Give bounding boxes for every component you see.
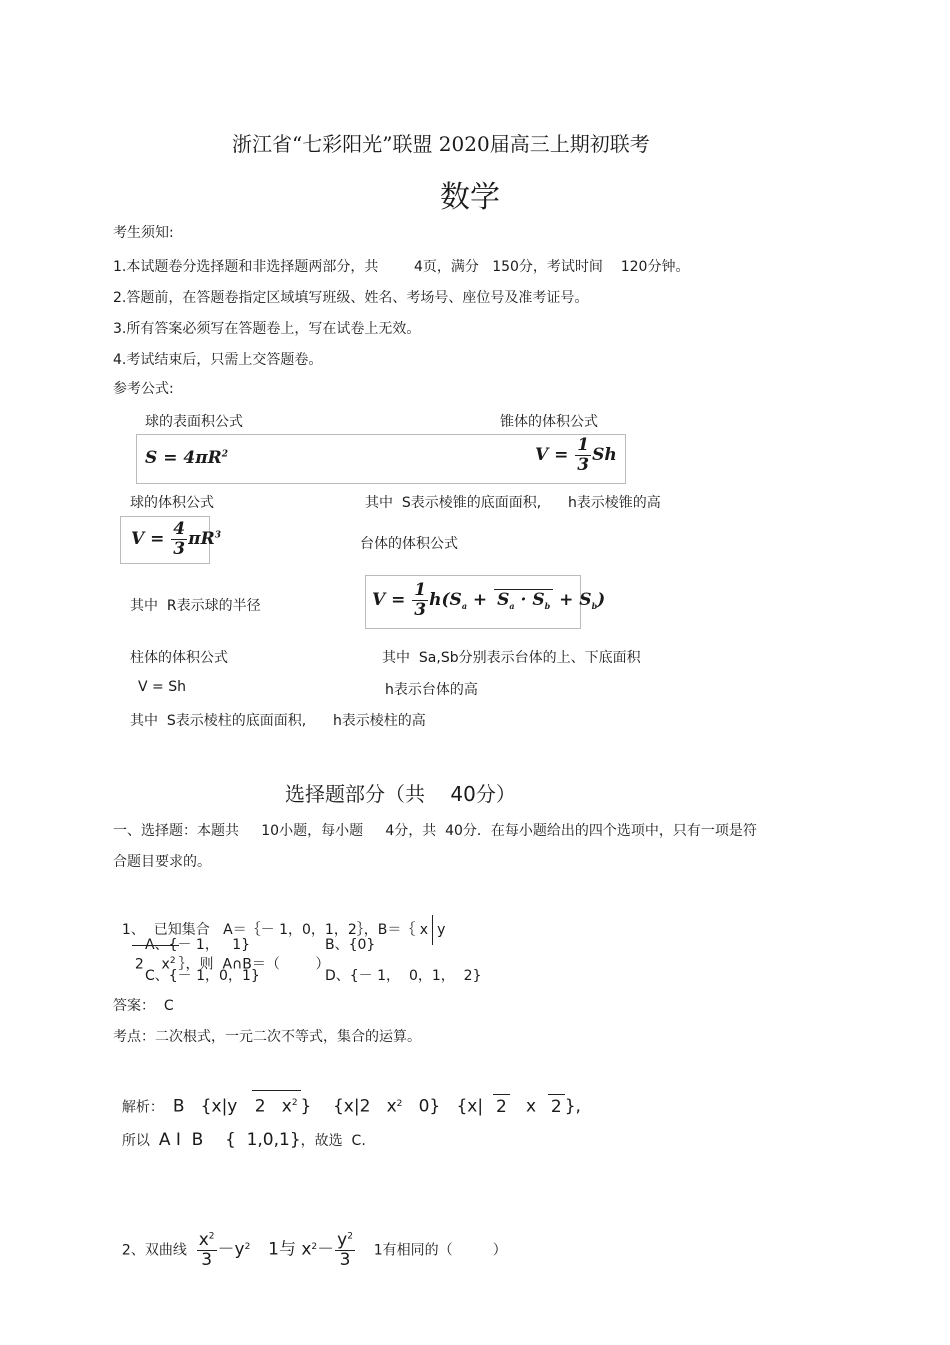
question-2-stem: 2、双曲线 $\frac{x^2}{3}$ $-y^2$ 1与 $x^2-$ $\frac{y^2}{3}$ 1有相同的（ ） bbox=[121, 1230, 507, 1271]
prism-volume-label: 柱体的体积公式 bbox=[130, 650, 228, 666]
section-title: 选择题部分（共 40分） bbox=[285, 782, 516, 806]
frustum-h-note: h表示台体的高 bbox=[385, 682, 478, 698]
formulas-heading: 参考公式: bbox=[113, 381, 174, 397]
subject-title: 数学 bbox=[440, 180, 500, 215]
formula-box-sphere bbox=[120, 516, 221, 564]
question-1-stem: 1、 已知集合 A＝｛－ 1，0，1，2｝，B＝｛ x y 2 $x^2$ ｝，则 A∩B＝（ ） bbox=[113, 885, 445, 980]
conclusion: 所以 A I B { 1,0,1}，故选 C. bbox=[121, 1130, 366, 1150]
notice-item: 2.答题前，在答题卷指定区域填写班级、姓名、考场号、座位号及准考证号。 bbox=[113, 290, 589, 306]
sphere-volume-label: 球的体积公式 bbox=[130, 495, 214, 511]
cone-volume-label: 锥体的体积公式 bbox=[500, 414, 598, 430]
notice-item: 4.考试结束后，只需上交答题卷。 bbox=[113, 352, 323, 368]
prism-note: 其中 S表示棱柱的底面面积, h表示棱柱的高 bbox=[130, 713, 426, 729]
prism-formula: V = Sh bbox=[138, 679, 186, 695]
sphere-area-label: 球的表面积公式 bbox=[145, 414, 243, 430]
sphere-volume-formula: V = $\frac{4}{3}$ $\pi R^3$ bbox=[131, 519, 221, 559]
formula-box-top bbox=[136, 434, 626, 484]
instructions-line: 一、选择题：本题共 10小题，每小题 4分，共 40分．在每小题给出的四个选项中，只有一项是符 bbox=[113, 823, 757, 839]
formula-box-frustum bbox=[365, 575, 606, 629]
cone-volume-formula: V = $\frac{1}{3}$ Sh bbox=[535, 435, 617, 475]
option-c: C、{－ 1，0，1} bbox=[145, 968, 260, 984]
analysis: 解析： B {x|y 2 $x^2$ } {x|2 $x^2$ 0} {x| 2 x 2 }, bbox=[113, 1066, 581, 1120]
sphere-area-formula: $S = 4\pi R^2$ bbox=[145, 448, 229, 468]
option-b: B、{0} bbox=[325, 937, 376, 953]
option-a: A、{－ 1， 1} bbox=[145, 937, 251, 953]
notice-item: 3.所有答案必须写在答题卷上，写在试卷上无效。 bbox=[113, 321, 421, 337]
answer: 答案： C bbox=[113, 998, 174, 1014]
cone-note: 其中 S表示棱锥的底面面积, h表示棱锥的高 bbox=[365, 495, 661, 511]
key-points: 考点：二次根式，一元二次不等式，集合的运算。 bbox=[113, 1029, 421, 1045]
option-d: D、{－ 1， 0，1， 2} bbox=[325, 968, 482, 984]
notice-item: 1.本试题卷分选择题和非选择题两部分，共 4页，满分 150分，考试时间 120分钟。 bbox=[113, 259, 690, 275]
frustum-volume-label: 台体的体积公式 bbox=[360, 536, 458, 552]
frustum-note: 其中 Sa,Sb分别表示台体的上、下底面积 bbox=[382, 650, 641, 666]
sphere-note: 其中 R表示球的半径 bbox=[130, 598, 261, 614]
instructions-line: 合题目要求的。 bbox=[113, 854, 211, 870]
exam-title: 浙江省“七彩阳光”联盟 2020届高三上期初联考 bbox=[232, 132, 650, 156]
notice-heading: 考生须知: bbox=[113, 225, 174, 241]
frustum-volume-formula: V = $\frac{1}{3}$ $h(S_a + S_a \cdot S_b + S_b)$ bbox=[372, 580, 606, 620]
